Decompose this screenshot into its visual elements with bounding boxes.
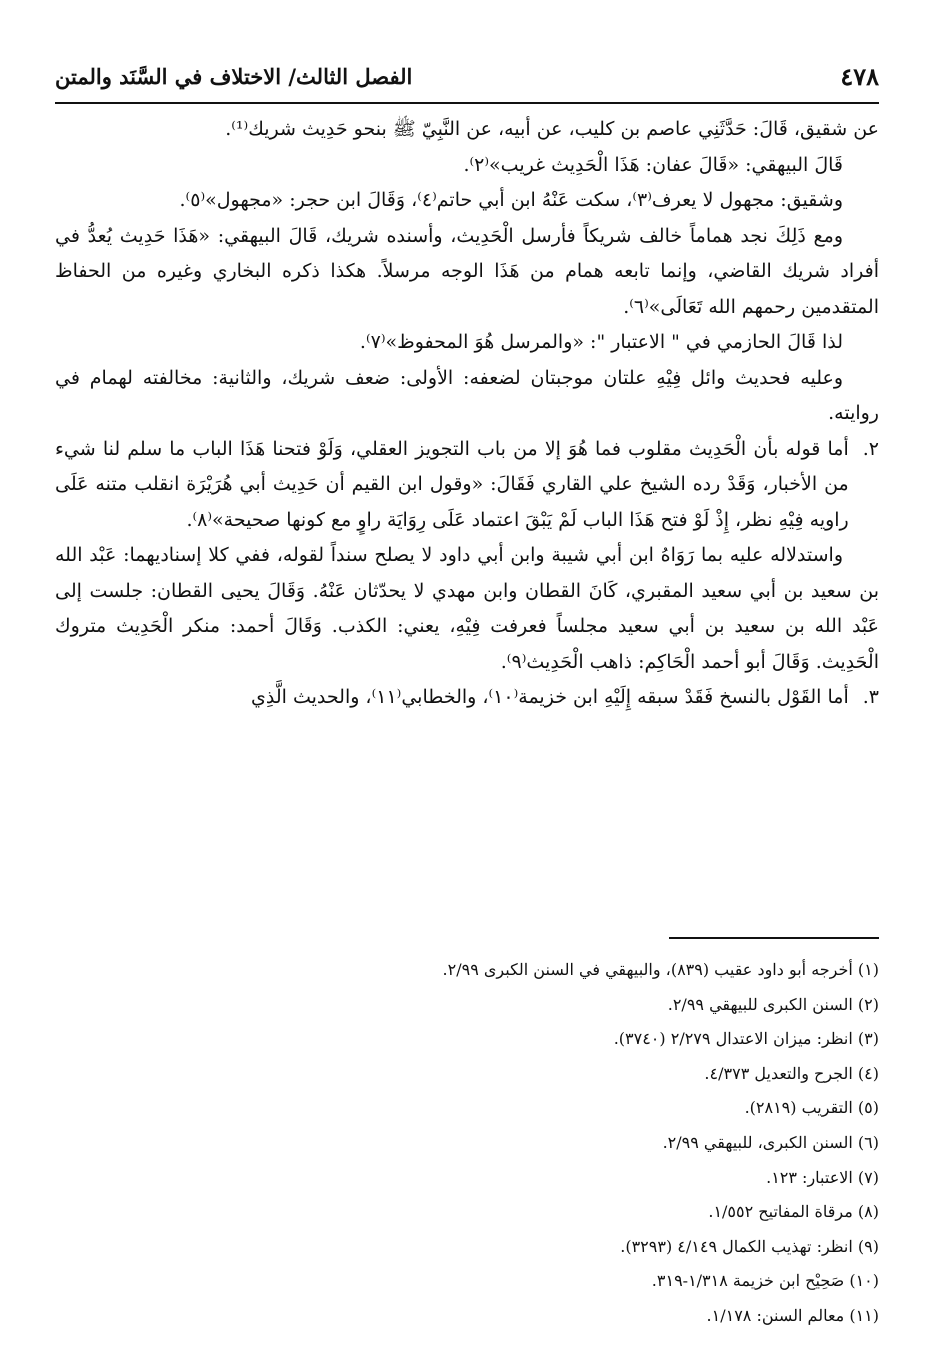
footnote: (٤) الجرح والتعديل ٤/٣٧٣. [704,1063,879,1083]
footnote: (٢) السنن الكبرى للبيهقي ٢/٩٩. [667,994,879,1014]
main-text [55,112,879,716]
running-title: الفصل الثالث/ الاختلاف في السَّنَد والمتن [55,64,413,89]
paragraph-6: وعليه فحديث وائل فِيْهِ علتان موجبتان لضعفه: الأولى: ضعف شريك، والثانية: مخالفته لهمام في روايته. [55,366,879,424]
item-text: أما القَوْل بالنسخ فَقَدْ سبقه إِلَيْهِ ابن خزيمة⁽١٠⁾، والخطابي⁽١١⁾، والحديث الَّذِي [251,686,849,708]
footnote-divider [669,937,879,939]
item-number: ٢. [862,437,879,460]
footnote: (٧) الاعتبار: ١٢٣. [766,1167,879,1187]
paragraph-3: وشقيق: مجهول لا يعرف⁽٣⁾، سكت عَنْهُ ابن أبي حاتم⁽٤⁾، وَقَالَ ابن حجر: «مجهول»⁽٥⁾. [179,189,843,211]
item-number: ٣. [862,686,879,708]
page-number: ٤٧٨ [840,62,879,91]
paragraph-2: قَالَ البيهقي: «قَالَ عفان: هَذَا الْحَدِيث غريب»⁽٢⁾. [463,153,843,176]
footnote: (١٠) صَحِيْح ابن خزيمة ١/٣١٨-٣١٩. [651,1271,879,1291]
item-text: أما قوله بأن الْحَدِيث مقلوب فما هُوَ إلا من باب التجويز العقلي، وَلَوْ فتحنا هَذَا الباب ما سلم لنا شيء من الأخبار، وَقَدْ رده الشيخ علي القاري فَقَالَ: «وقول ابن القيم أن حَدِيث أبي هُرَيْرَة انقلب متنه عَلَى راويه فِيْهِ نظر، إِذْ لَوْ فتح هَذَا الباب لَمْ يَبْقَ اعتماد عَلَى رِوَايَة راوٍ مع كونها صحيحة»⁽٨⁾. [55,437,849,531]
footnote: (٣) انظر: ميزان الاعتدال ٢/٢٧٩ (٣٧٤٠). [613,1029,879,1049]
footnote: (٩) انظر: تهذيب الكمال ٤/١٤٩ (٣٢٩٣). [620,1236,879,1256]
numbered-item-2 [55,432,879,539]
footnote: (٥) التقريب (٢٨١٩). [744,1098,879,1118]
paragraph-1: عن شقيق، قَالَ: حَدَّثَنِي عاصم بن كليب، عن أبيه، عن النَّبِيّ ﷺ بنحو حَدِيث شريك⁽¹⁾. [225,118,879,140]
paragraph-5: لذا قَالَ الحازمي في " الاعتبار ": «والمرسل هُوَ المحفوظ»⁽٧⁾. [359,331,843,353]
footnote: (١١) معالم السنن: ١/١٧٨. [706,1305,879,1325]
paragraph-7: واستدلاله عليه بما رَوَاهُ ابن أبي شيبة وابن أبي داود لا يصلح سنداً لقوله، ففي كلا إسناديهما: عَبْد الله بن سعيد بن أبي سعيد المقبري، كَانَ القطان وابن مهدي لا يحدّثان عَنْهُ. وَقَالَ يحيى القطان: جلست إلى عَبْد الله بن سعيد بن أبي سعيد مجلساً فعرفت فِيْهِ، يعني: الكذب. وَقَالَ أحمد: منكر الْحَدِيث متروك الْحَدِيث. وَقَالَ أبو أحمد الْحَاكِم: ذاهب الْحَدِيث⁽٩⁾. [55,544,879,673]
footnote: (١) أخرجه أبو داود عقيب (٨٣٩)، والبيهقي في السنن الكبرى ٢/٩٩. [442,960,879,979]
footnote: (٨) مرقاة المفاتيح ١/٥٥٢. [708,1202,879,1222]
page-header [55,52,879,104]
footnote: (٦) السنن الكبرى، للبيهقي ٢/٩٩. [662,1132,879,1152]
paragraph-4: ومع ذَلِكَ نجد هماماً خالف شريكاً فأرسل الْحَدِيث، وأسنده شريك، قَالَ البيهقي: «هَذَا حَدِيث يُعدُّ في أفراد شريك القاضي، وإنما تابعه همام من هَذَا الوجه مرسلاً. هكذا ذكره البخاري وغيره من الحفاظ المتقدمين رحمهم الله تَعَالَى»⁽٦⁾. [55,224,879,318]
numbered-item-3 [55,680,879,716]
footnotes [55,953,879,1334]
